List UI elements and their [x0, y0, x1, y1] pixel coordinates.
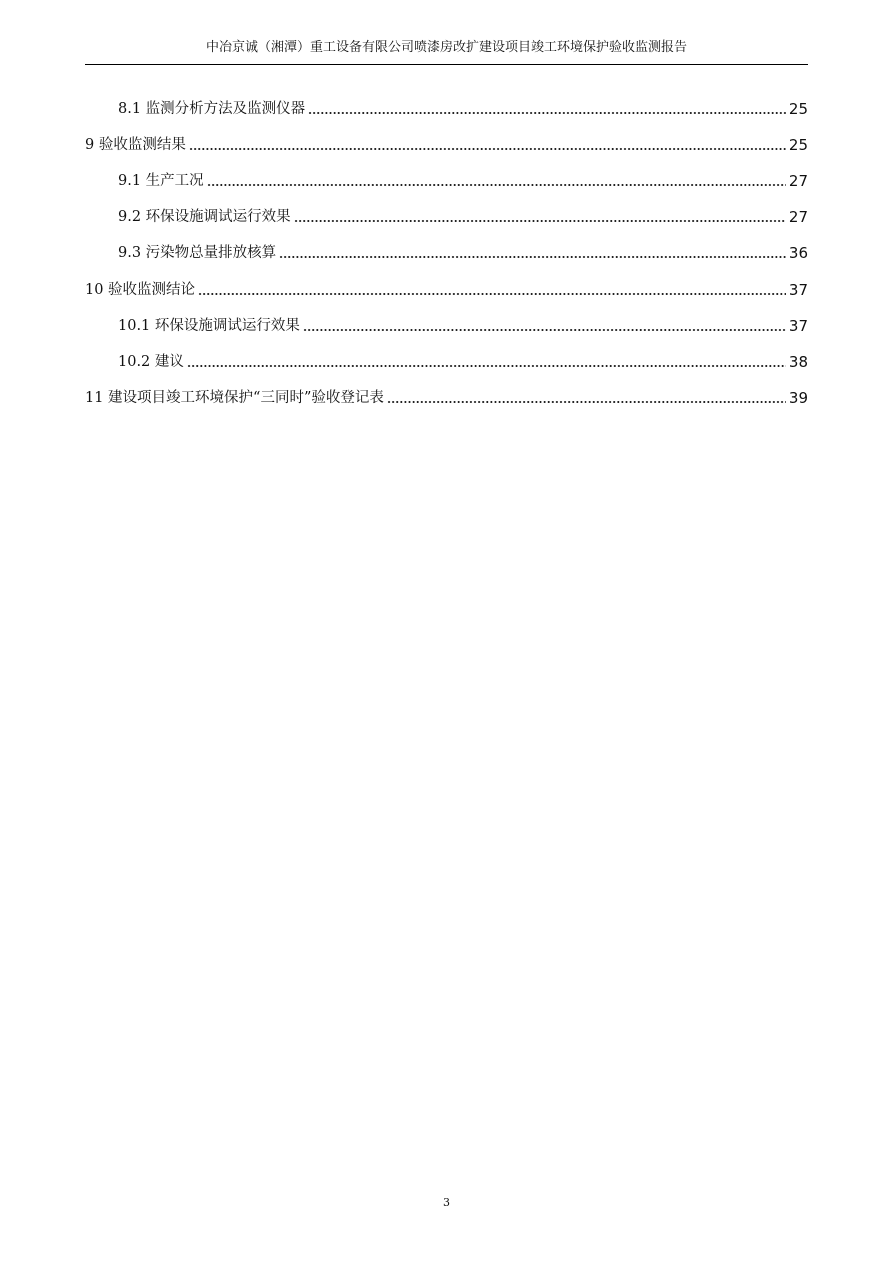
toc-entry-10[interactable]	[85, 278, 808, 300]
toc-entry-10-1[interactable]	[118, 314, 808, 336]
toc-page-number: 27	[788, 172, 808, 190]
toc-page-number: 37	[788, 317, 808, 335]
toc-page-number: 39	[788, 389, 808, 407]
toc-entry-9-1[interactable]	[118, 169, 808, 191]
toc-entry-label: 10 验收监测结论	[85, 280, 198, 300]
dot-leader	[308, 112, 786, 114]
toc-entry-label: 11 建设项目竣工环境保护“三同时”验收登记表	[85, 388, 387, 408]
page-footer	[0, 1196, 893, 1210]
dot-leader	[207, 184, 786, 186]
dot-leader	[187, 365, 786, 367]
dot-leader	[387, 401, 786, 403]
toc-entry-label: 9.1 生产工况	[118, 171, 207, 191]
toc-page-number: 25	[788, 100, 808, 118]
page-number: 3	[443, 1196, 450, 1209]
dot-leader	[303, 329, 786, 331]
toc-page-number: 27	[788, 208, 808, 226]
dot-leader	[189, 148, 786, 150]
toc-entry-label: 10.1 环保设施调试运行效果	[118, 316, 303, 336]
toc-entry-label: 8.1 监测分析方法及监测仪器	[118, 99, 308, 119]
toc-entry-10-2[interactable]	[118, 350, 808, 372]
toc-page-number: 37	[788, 281, 808, 299]
toc-entry-9-2[interactable]	[118, 205, 808, 227]
dot-leader	[294, 220, 786, 222]
toc-page-number: 25	[788, 136, 808, 154]
dot-leader	[198, 293, 786, 295]
dot-leader	[279, 256, 786, 258]
header-title: 中冶京诚（湘潭）重工设备有限公司喷漆房改扩建设项目竣工环境保护验收监测报告	[205, 40, 687, 55]
table-of-contents	[0, 0, 893, 420]
toc-entry-9-3[interactable]	[118, 241, 808, 263]
toc-entry-label: 9 验收监测结果	[85, 135, 189, 155]
toc-entry-label: 9.3 污染物总量排放核算	[118, 243, 279, 263]
toc-entry-label: 10.2 建议	[118, 352, 187, 372]
toc-entry-8-1[interactable]	[118, 97, 808, 119]
toc-entry-9[interactable]	[85, 133, 808, 155]
toc-page-number: 38	[788, 353, 808, 371]
toc-entry-label: 9.2 环保设施调试运行效果	[118, 207, 294, 227]
toc-page-number: 36	[788, 244, 808, 262]
toc-entry-11[interactable]	[85, 386, 808, 408]
